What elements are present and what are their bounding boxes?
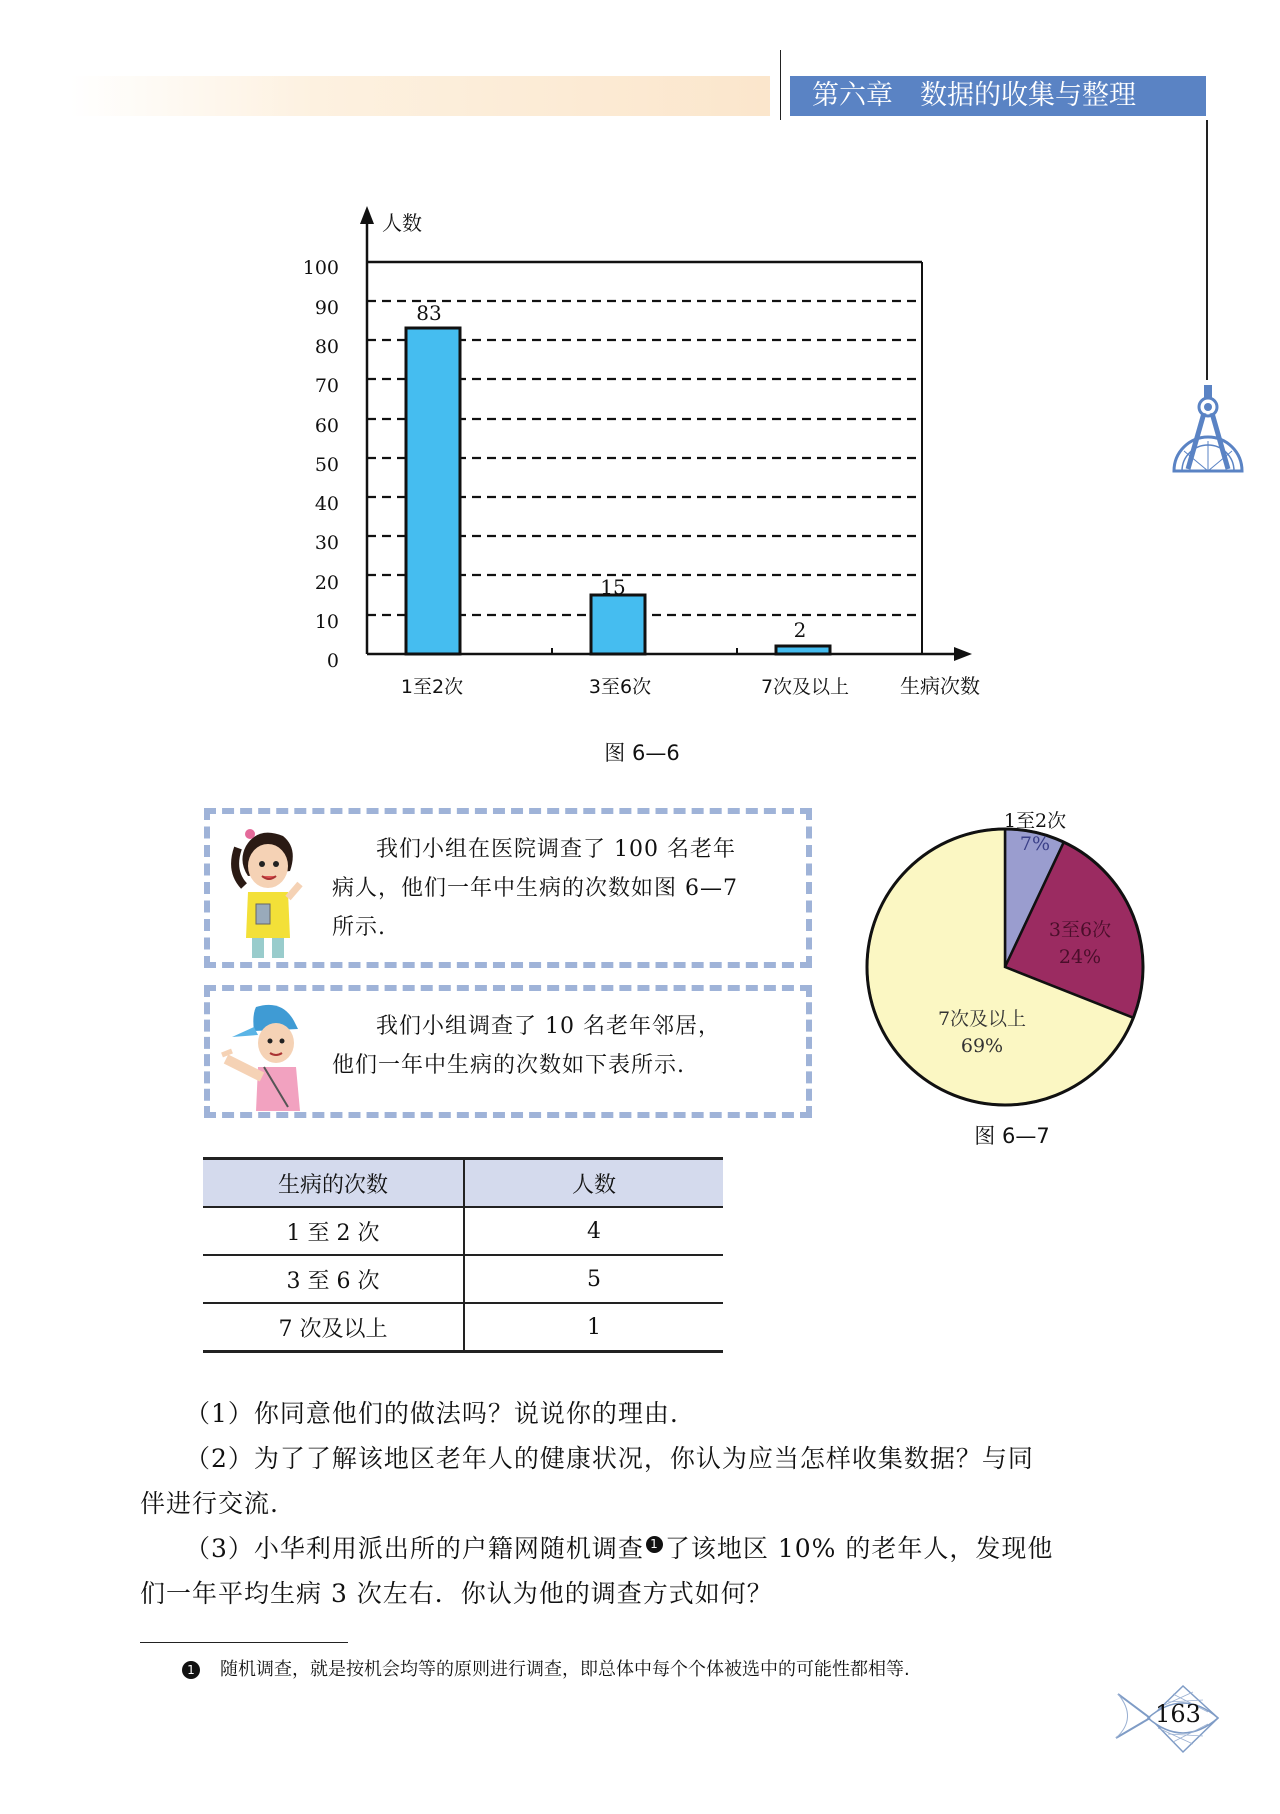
- svg-text:2: 2: [793, 618, 807, 642]
- footnote-text: 随机调查，就是按机会均等的原则进行调查，即总体中每个个体被选中的可能性都相等.: [220, 1659, 910, 1680]
- boy-illustration-icon: [218, 999, 310, 1111]
- question-3-line-1: [140, 1526, 1150, 1571]
- figure-6-6-caption: 图 6—6: [604, 741, 680, 765]
- question-3-text-b: 了该地区 10% 的老年人，发现他: [664, 1534, 1054, 1563]
- bar-chart-figure-6-6: [0, 0, 1280, 780]
- illness-count-table: [203, 1157, 723, 1353]
- table-cell: 1 至 2 次: [203, 1207, 464, 1255]
- speech-girl-line-1: 我们小组在医院调查了 100 名老年: [376, 837, 736, 862]
- x-category-labels: [401, 676, 849, 698]
- svg-text:1至2次: 1至2次: [400, 676, 464, 698]
- svg-text:80: 80: [314, 336, 339, 358]
- table-header-cell: 人数: [464, 1159, 723, 1208]
- svg-text:90: 90: [314, 297, 339, 319]
- bar-value-labels: [416, 301, 806, 642]
- pie-label-1-to-2: 1至2次: [1003, 810, 1067, 832]
- svg-text:10: 10: [314, 611, 339, 633]
- y-tick-labels: [303, 257, 339, 672]
- svg-text:30: 30: [314, 532, 339, 554]
- svg-text:60: 60: [314, 415, 339, 437]
- speech-box-boy: [204, 985, 812, 1118]
- pie-label-3-to-6: 3至6次: [1048, 919, 1112, 941]
- svg-text:50: 50: [314, 454, 339, 476]
- svg-text:15: 15: [600, 575, 626, 599]
- speech-girl-text: [332, 830, 802, 947]
- table-cell: 5: [464, 1255, 723, 1303]
- footnote-reference-marker[interactable]: 1: [646, 1536, 663, 1553]
- y-axis-label: 人数: [382, 211, 422, 235]
- page-number-badge: [1108, 1680, 1228, 1760]
- question-2-line-2: 伴进行交流.: [140, 1489, 279, 1518]
- speech-boy-line-2: 他们一年中生病的次数如下表所示.: [332, 1053, 685, 1078]
- page-number: 163: [1155, 1700, 1201, 1728]
- pie-percent-3-to-6: 24%: [1058, 946, 1102, 968]
- question-1: （1）你同意他们的做法吗？说说你的理由.: [185, 1399, 679, 1428]
- speech-boy-line-1: 我们小组调查了 10 名老年邻居，: [376, 1014, 721, 1039]
- question-3-line-2: 们一年平均生病 3 次左右．你认为他的调查方式如何？: [140, 1579, 773, 1608]
- bar-1-to-2: [406, 328, 460, 654]
- svg-text:3至6次: 3至6次: [588, 676, 652, 698]
- pie-percent-7-plus: 69%: [960, 1035, 1004, 1057]
- x-axis-arrow-icon: [954, 647, 972, 661]
- pie-chart-figure-6-7: [860, 800, 1160, 1160]
- footnote-marker: 1: [182, 1661, 200, 1679]
- pie-label-7-plus: 7次及以上: [937, 1008, 1027, 1030]
- speech-girl-line-3: 所示.: [332, 915, 386, 940]
- svg-text:20: 20: [314, 572, 339, 594]
- table-row: [203, 1303, 723, 1352]
- question-3-text-a: （3）小华利用派出所的户籍网随机调查: [185, 1534, 644, 1563]
- svg-text:0: 0: [326, 650, 339, 672]
- table-cell: 7 次及以上: [203, 1303, 464, 1352]
- footnote-rule: [140, 1642, 348, 1643]
- table-header-row: [203, 1159, 723, 1208]
- table-header-cell: 生病的次数: [203, 1159, 464, 1208]
- bars: [406, 328, 830, 654]
- svg-text:83: 83: [416, 301, 442, 325]
- table-cell: 4: [464, 1207, 723, 1255]
- x-axis-label: 生病次数: [900, 674, 980, 698]
- chapter-title: 第六章 数据的收集与整理: [790, 76, 1206, 116]
- pie-percent-1-to-2: 7%: [1019, 833, 1051, 855]
- svg-text:100: 100: [302, 257, 339, 279]
- bar-3-to-6: [591, 595, 645, 654]
- table-cell: 3 至 6 次: [203, 1255, 464, 1303]
- table-row: [203, 1207, 723, 1255]
- questions-block: [140, 1391, 1150, 1616]
- question-2-line-1: （2）为了了解该地区老年人的健康状况，你认为应当怎样收集数据？与同: [185, 1444, 1034, 1473]
- svg-text:40: 40: [314, 493, 339, 515]
- speech-girl-line-2: 病人，他们一年中生病的次数如图 6—7: [332, 876, 738, 901]
- figure-6-7-caption: 图 6—7: [974, 1124, 1050, 1148]
- speech-boy-text: [332, 1007, 802, 1085]
- table-row: [203, 1255, 723, 1303]
- svg-text:7次及以上: 7次及以上: [760, 676, 850, 698]
- table-cell: 1: [464, 1303, 723, 1352]
- girl-illustration-icon: [228, 826, 308, 960]
- svg-text:70: 70: [314, 375, 339, 397]
- y-axis-arrow-icon: [360, 206, 374, 224]
- speech-box-girl: [204, 808, 812, 968]
